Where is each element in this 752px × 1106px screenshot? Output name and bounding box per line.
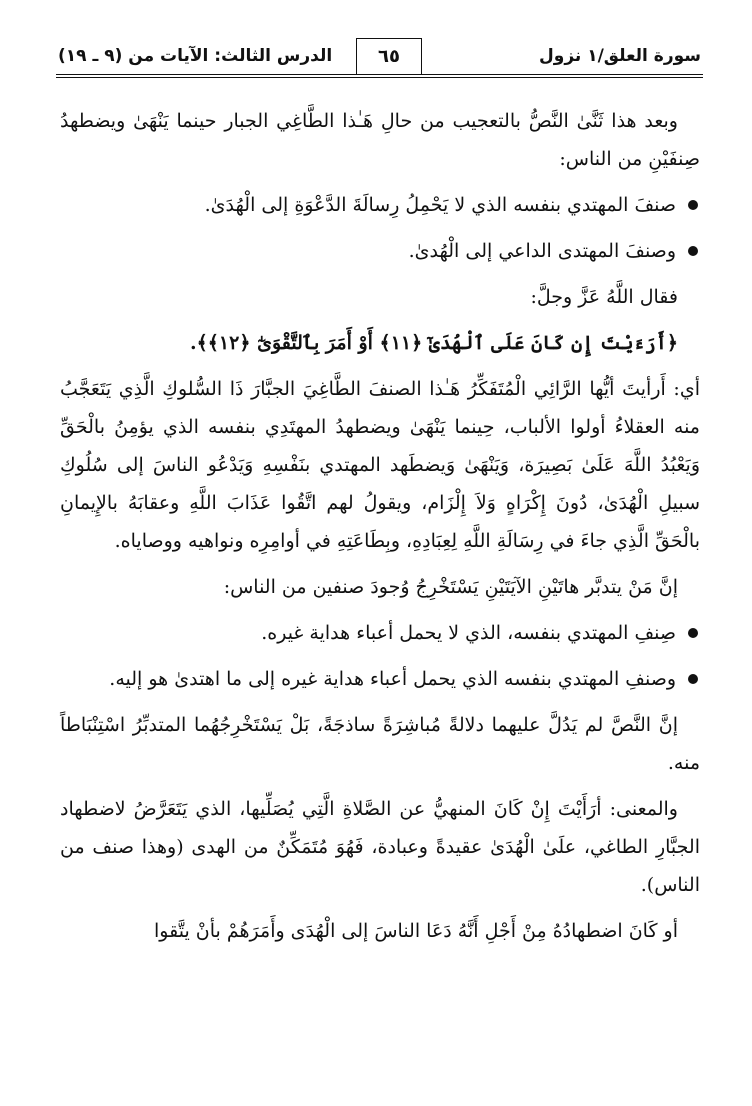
page-body [60,102,700,958]
bullet-icon [688,200,698,210]
bullet-icon [688,628,698,638]
paragraph: إنَّ النَّصَّ لم يَدُلَّ عليهما دلالةً مُباشِرَةً ساذجَةً، بَلْ يَسْتَخْرِجُهُما المتدبِّرُ اسْتِنْبَاطاً منه. [60,714,700,774]
surah-title: سورة العلق/١ نزول [539,46,701,66]
bullet-text: صنفَ المهتدي بنفسه الذي لا يَحْمِلُ رِسالَةَ الدَّعْوَةِ إلى الْهُدَىٰ. [204,194,676,216]
paragraph: أي: أَرأيتَ أيُّها الرَّائِي الْمُتَفَكِّرُ هَـٰذا الصنفَ الطَّاغِيَ الجبَّارَ ذَا السُّلوكِ الَّذِي يَتَعَجَّبُ منه العقلاءُ أولوا الألباب، حِينما يَنْهَىٰ ويضطهدُ المهتَدِي بنفسه الذي يؤمِنُ بالْحَقِّ وَيَعْبُدُ اللَّهَ عَلَىٰ بَصِيرَة، وَيَنْهَىٰ وَيضطَهد المهتدي بنَفْسِهِ وَيَدْعُو الناسَ إلى سُلُوكِ سبيلِ الْهُدَىٰ، دُونَ إِكْرَاهٍ وَلاَ إِلْزَام، ويقولُ لهم اتَّقُوا عَذَابَ اللَّهِ وعقابَهُ بالإِيمانِ بالْحَقِّ الَّذِي جاءَ في رِسَالَةِ اللَّهِ لِعِبَادِهِ، وبِطَاعَتِهِ في أوامِرِه ونواهيه ووصاياه. [60,378,700,552]
paragraph: فقال اللَّهُ عَزَّ وجلَّ: [530,286,678,308]
page-number: ٦٥ [356,38,422,75]
bullet-item [60,614,700,652]
bullet-item [60,660,700,698]
header-divider-secondary [56,77,703,78]
bullet-item [60,232,700,270]
quran-verse: ﴿أَرَءَيْتَ إِن كَانَ عَلَى ٱلْهُدَىٰٓ ﴿١١﴾ أَوْ أَمَرَ بِٱلتَّقْوَىٰٓ ﴿١٢﴾﴾. [190,332,678,354]
paragraph: والمعنى: أرَأَيْتَ إِنْ كَانَ المنهيُّ عن الصَّلاةِ الَّتِي يُصَلِّيها، الذي يَتَعَرَّضُ لاضطهاد الجبَّارِ الطاغي، علَىٰ الْهُدَىٰ عقيدةً وعبادة، فَهُوَ مُتَمَكِّنٌ من الهدى (وهذا صنف من الناس). [60,798,700,896]
bullet-icon [688,246,698,256]
lesson-title: الدرس الثالث: الآيات من (٩ ـ ١٩) [58,46,333,66]
bullet-text: وصنفَ المهتدى الداعي إلى الْهُدىٰ. [408,240,676,262]
paragraph: أو كَانَ اضطهادُهُ مِنْ أَجْلِ أَنَّهُ دَعَا الناسَ إلى الْهُدَى وأَمَرَهُمْ بأنْ يتَّقوا [154,920,678,942]
paragraph: وبعد هذا ثَنَّىٰ النَّصُّ بالتعجيب من حالِ هَـٰذا الطَّاغِي الجبار حينما يَنْهَىٰ ويضطهدُ صِنفَيْنِ من الناس: [60,110,700,170]
bullet-text: وصنفِ المهتدي بنفسه الذي يحمل أعباء هداية غيره إلى ما اهتدىٰ هو إليه. [109,668,676,690]
header-divider [56,74,703,75]
bullet-icon [688,674,698,684]
paragraph: إنَّ مَنْ يتدبَّر هاتَيْنِ الآيَتَيْنِ يَسْتَخْرِجُ وُجودَ صنفين من الناس: [223,576,678,598]
bullet-text: صِنفِ المهتدي بنفسه، الذي لا يحمل أعباء هداية غيره. [261,622,676,644]
bullet-item [60,186,700,224]
